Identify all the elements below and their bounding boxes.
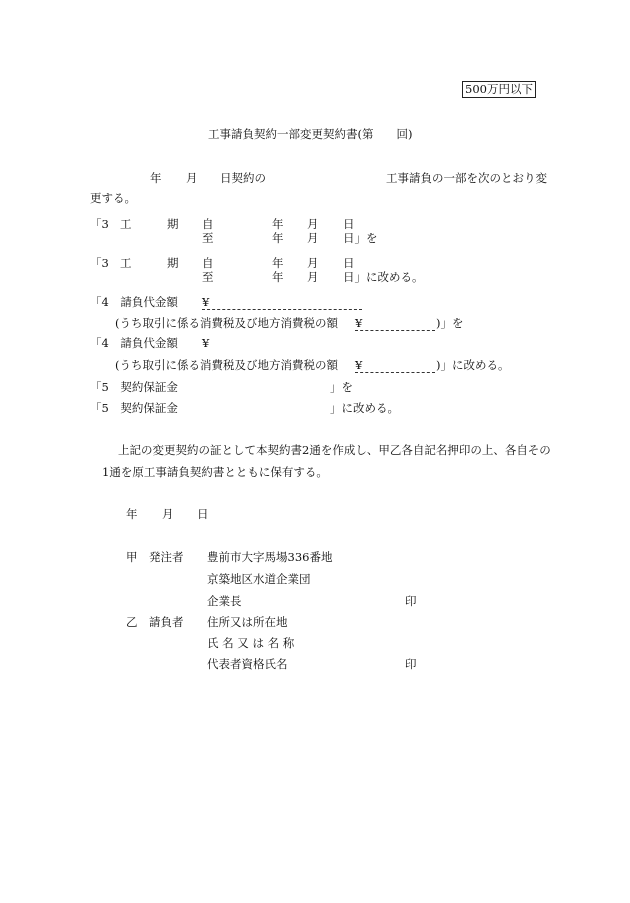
party-a-seal: 印 xyxy=(405,594,417,608)
amount1-tax-field xyxy=(355,316,435,331)
guarantee1-close: 」を xyxy=(330,380,353,394)
party-a-title: 企業長 xyxy=(207,594,242,608)
period1-to-year: 年 xyxy=(272,231,284,245)
intro-text-cont: 更する。 xyxy=(90,191,136,205)
guarantee1-label: 「5 契約保証金 xyxy=(90,380,178,394)
amount1-tax-close: )」を xyxy=(436,316,464,330)
period1-from-day: 日 xyxy=(343,217,355,231)
amount1-tax-yen: ¥ xyxy=(355,316,363,330)
sign-date-year: 年 xyxy=(126,507,138,521)
amount-limit-badge: 500万円以下 xyxy=(462,81,536,98)
amount2-yen: ¥ xyxy=(202,336,210,350)
amount2-tax-close: )」に改める。 xyxy=(436,358,510,372)
period2-to-day: 日」に改める。 xyxy=(343,270,424,284)
intro-year: 年 xyxy=(150,171,162,185)
intro-month: 月 xyxy=(186,171,198,185)
party-a-address: 豊前市大字馬場336番地 xyxy=(207,550,333,564)
period1-label2: 期 xyxy=(167,217,179,231)
period1-to: 至 xyxy=(202,231,214,245)
closing-line2: 1通を原工事請負契約書とともに保有する。 xyxy=(102,465,328,479)
period2-to: 至 xyxy=(202,270,214,284)
intro-text-right: 工事請負の一部を次のとおり変 xyxy=(386,171,547,185)
intro-day-contract: 日契約の xyxy=(220,171,266,185)
period1-from-month: 月 xyxy=(307,217,319,231)
amount1-label: 「4 請負代金額 xyxy=(90,295,178,309)
closing-line1: 上記の変更契約の証として本契約書2通を作成し、甲乙各自記名押印の上、各自その xyxy=(118,443,551,457)
period2-to-year: 年 xyxy=(272,270,284,284)
party-b-rep: 代表者資格氏名 xyxy=(207,657,288,671)
party-b-name: 氏 名 又 は 名 称 xyxy=(207,636,295,650)
amount2-label: 「4 請負代金額 xyxy=(90,336,178,350)
period2-open: 「3 xyxy=(90,256,109,270)
party-b-address: 住所又は所在地 xyxy=(207,615,288,629)
party-a-org: 京築地区水道企業団 xyxy=(207,572,311,586)
period2-from-day: 日 xyxy=(343,256,355,270)
period1-from: 自 xyxy=(202,217,214,231)
period1-label1: 工 xyxy=(120,217,132,231)
amount1-field xyxy=(202,295,362,310)
amount2-tax-field xyxy=(355,358,435,373)
amount1-tax-label: (うち取引に係る消費税及び地方消費税の額 xyxy=(115,316,338,330)
period2-from-month: 月 xyxy=(307,256,319,270)
party-b-seal: 印 xyxy=(405,657,417,671)
period1-to-month: 月 xyxy=(307,231,319,245)
period2-label1: 工 xyxy=(120,256,132,270)
amount2-tax-yen: ¥ xyxy=(355,358,363,372)
guarantee2-close: 」に改める。 xyxy=(330,401,399,415)
amount2-tax-label: (うち取引に係る消費税及び地方消費税の額 xyxy=(115,358,338,372)
period1-from-year: 年 xyxy=(272,217,284,231)
document-title: 工事請負契約一部変更契約書(第 回) xyxy=(208,127,413,141)
guarantee2-label: 「5 契約保証金 xyxy=(90,401,178,415)
period1-open: 「3 xyxy=(90,217,109,231)
sign-date-day: 日 xyxy=(197,507,209,521)
party-b-label: 乙 請負者 xyxy=(126,615,184,629)
period2-from: 自 xyxy=(202,256,214,270)
sign-date-month: 月 xyxy=(162,507,174,521)
period2-from-year: 年 xyxy=(272,256,284,270)
period2-to-month: 月 xyxy=(307,270,319,284)
party-a-label: 甲 発注者 xyxy=(126,550,184,564)
amount1-yen: ¥ xyxy=(202,295,210,309)
period2-label2: 期 xyxy=(167,256,179,270)
period1-to-day: 日」を xyxy=(343,231,378,245)
